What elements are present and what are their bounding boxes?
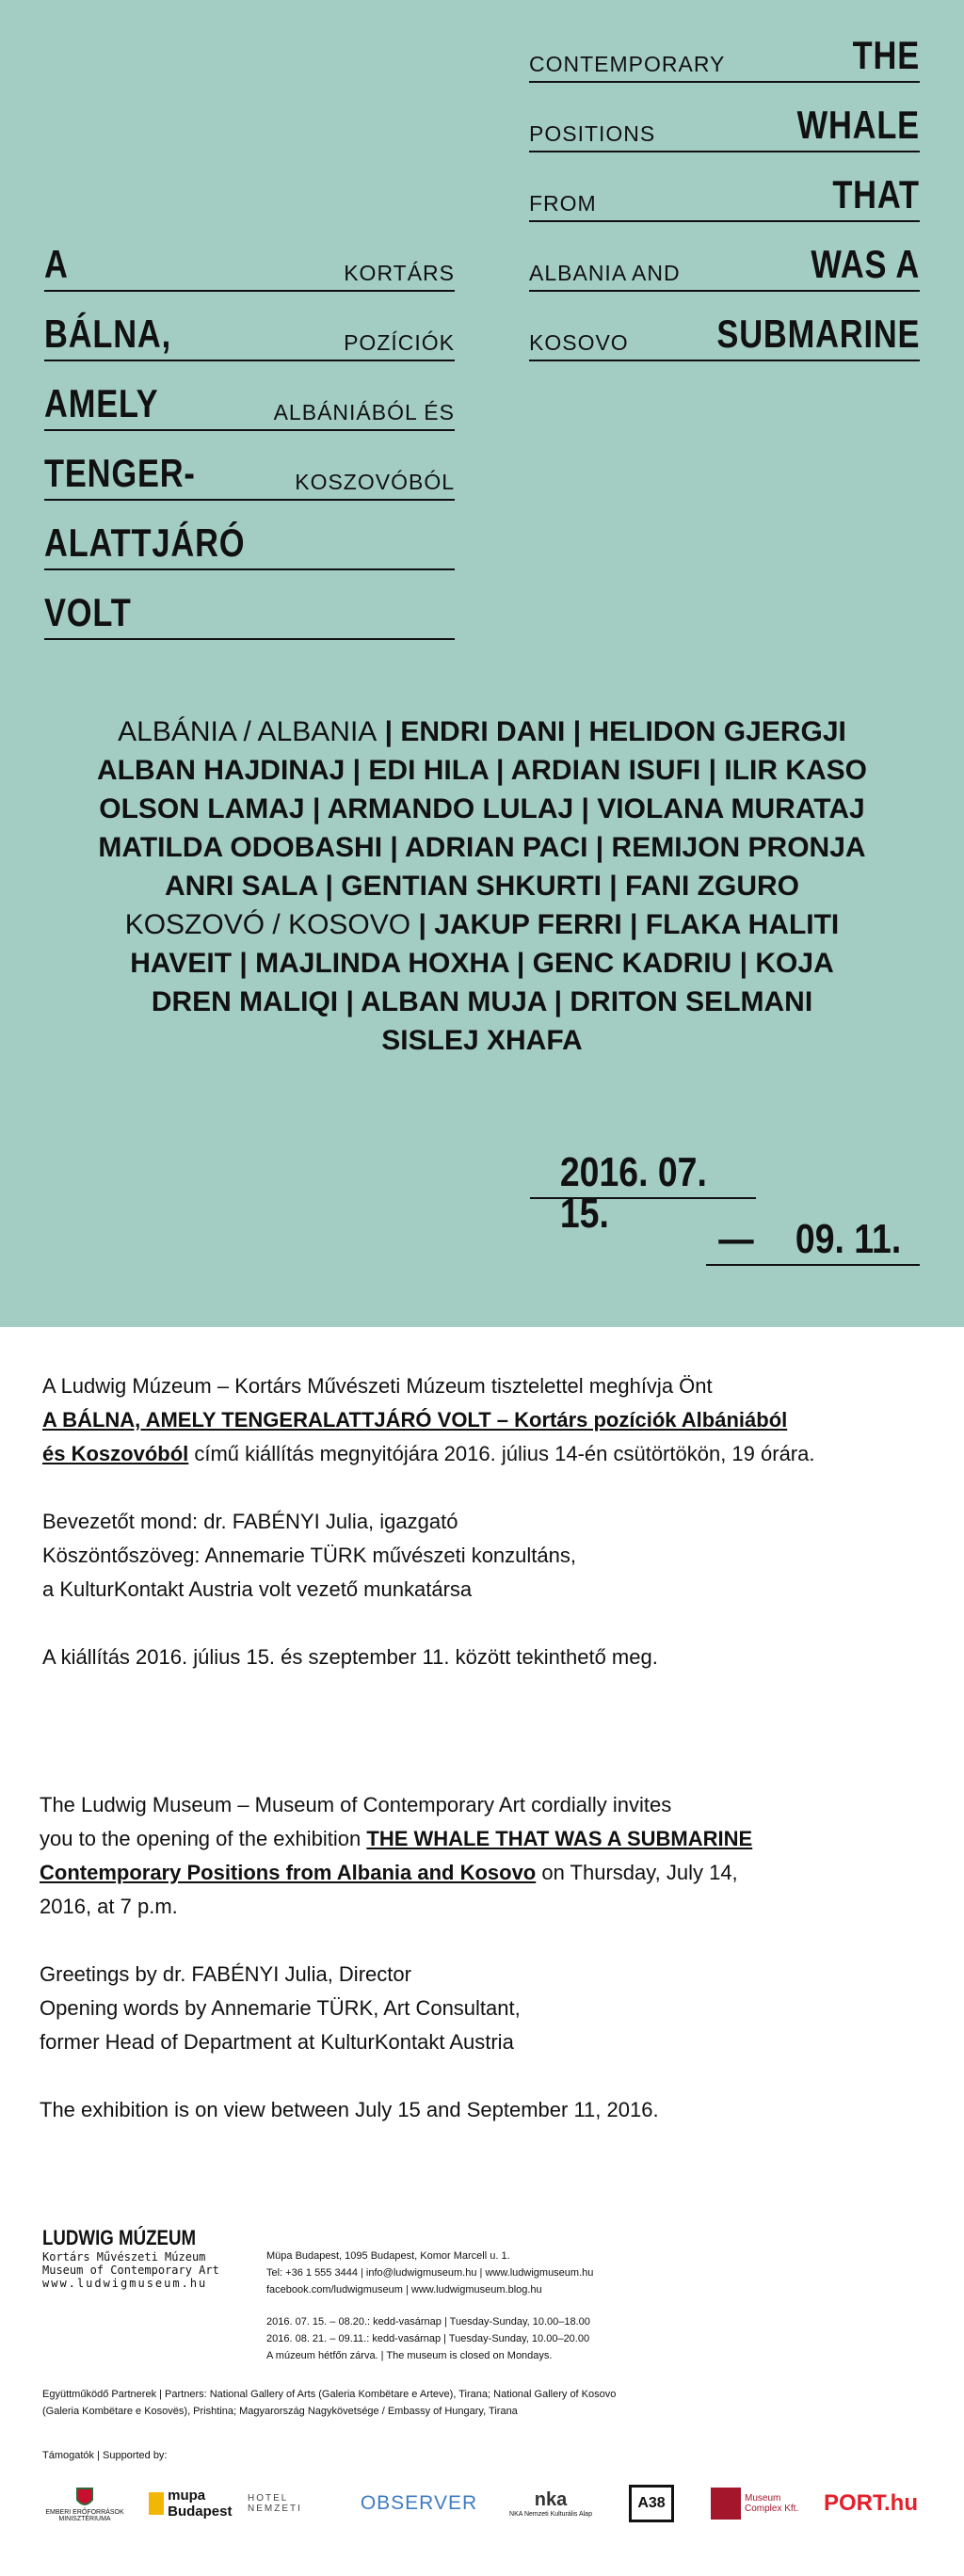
artist-line: ALBAN HAJDINAJ | EDI HILA | ARDIAN ISUFI | ILIR KASO <box>96 755 868 786</box>
artist-name: GENTIAN SHKURTI <box>341 871 602 902</box>
artist-name: REMIJON PRONJA <box>611 832 866 863</box>
artist-name: KOJA <box>755 948 834 979</box>
artist-name: ANRI SALA <box>164 871 318 902</box>
en-title-row: POSITIONS WHALE <box>529 98 920 152</box>
contact-info: Müpa Budapest, 1095 Budapest, Komor Marcell u. 1. Tel: +36 1 555 3444 | info@ludwigmuseum.hu | www.ludwigmuseum.hu facebook.com/ludwigmuseum | www.ludwigmuseum.blog.hu 2016. 07. 15. – 08.20.: kedd-vasárnap | Tuesday-Sunday, 10.00–18.00 2016. 08. 21. – 09.11.: kedd-vasárnap | Tuesday-Sunday, 10.00–20.00 A múzeum hétfőn zárva. | The museum is closed on Mondays. <box>266 2250 594 2361</box>
emmi-logo: EMBERI ERŐFORRÁSOK MINISZTÉRIUMA <box>38 2475 132 2532</box>
artist-name: GENC KADRIU <box>532 948 732 979</box>
museum-complex-logo: Museum Complex Kft. <box>704 2475 808 2532</box>
museum-logo: LUDWIG MÚZEUM Kortárs Művészeti Múzeum Museum of Contemporary Art www.ludwigmuseum.hu <box>42 2226 219 2290</box>
nka-logo: nka NKA Nemzeti Kulturális Alap <box>509 2489 592 2518</box>
artist-name: HAVEIT <box>130 948 233 979</box>
mupa-logo: mupa Budapest <box>149 2475 233 2532</box>
partners: Együttműködő Partnerek | Partners: National Gallery of Arts (Galeria Kombëtare e Arteve), Tirana; National Gallery of Kosovo (Galeria Kombëtare e Kosovës), Prishtina; Magyarország Nagykövetsége / Embassy of Hungary, Tirana <box>42 2389 617 2417</box>
hu-title-row: ALATTJÁRÓ <box>44 516 455 570</box>
hotel-nemzeti-logo: HOTEL NEMZETI <box>248 2493 302 2514</box>
artist-line: ANRI SALA | GENTIAN SHKURTI | FANI ZGURO <box>164 871 800 902</box>
artist-name: EDI HILA <box>368 755 489 786</box>
hu-title-row: AMELY ALBÁNIÁBÓL ÉS <box>44 376 455 431</box>
hu-title-row: VOLT <box>44 585 455 640</box>
artist-name: VIOLANA MURATAJ <box>597 793 865 824</box>
artist-line: DREN MALIQI | ALBAN MUJA | DRITON SELMANI <box>151 986 813 1017</box>
artist-name: ENDRI DANI <box>400 716 566 747</box>
artist-name: DRITON SELMANI <box>570 986 813 1017</box>
hu-title-row: TENGER- KOSZOVÓBÓL <box>44 446 455 501</box>
artist-name: MATILDA ODOBASHI <box>98 832 383 863</box>
artist-line: OLSON LAMAJ | ARMANDO LULAJ | VIOLANA MURATAJ <box>99 793 865 824</box>
observer-logo: OBSERVER <box>360 2492 478 2514</box>
date-end: — 09. 11. <box>706 1217 920 1266</box>
artist-line: KOSZOVÓ / KOSOVO | JAKUP FERRI | FLAKA HALITI <box>124 909 840 940</box>
artist-name: JAKUP FERRI <box>434 909 622 940</box>
en-title-row: ALBANIA AND WAS A <box>529 237 920 292</box>
en-title-row: KOSOVO SUBMARINE <box>529 307 920 361</box>
artist-name: ARMANDO LULAJ <box>327 793 574 824</box>
supported-by: Támogatók | Supported by: <box>42 2450 168 2461</box>
hu-invitation: A Ludwig Múzeum – Kortárs Művészeti Múzeum tisztelettel meghívja Önt A BÁLNA, AMELY TENGERALATTJÁRÓ VOLT – Kortárs pozíciók Albániából és Koszovóból című kiállítás megnyitójára 2016. július 14-én csütörtökön, 19 órára. Bevezetőt mond: dr. FABÉNYI Julia, igazgató Köszöntőszöveg: Annemarie TÜRK művészeti konzultáns, a KulturKontakt Austria volt vezető munkatársa A kiállítás 2016. július 15. és szeptember 11. között tekinthető meg. <box>42 1374 815 1669</box>
artist-name: OLSON LAMAJ <box>99 793 305 824</box>
artist-name: ALBÁNIA / ALBANIA <box>118 716 378 747</box>
hu-title-row: A KORTÁRS <box>44 237 455 292</box>
en-title-row: CONTEMPORARY THE <box>529 28 920 83</box>
coat-of-arms-icon <box>75 2485 94 2509</box>
artist-name: DREN MALIQI <box>151 986 339 1017</box>
artist-line: MATILDA ODOBASHI | ADRIAN PACI | REMIJON PRONJA <box>98 832 866 863</box>
artist-name: HELIDON GJERGJI <box>588 716 846 747</box>
a38-logo: A38 <box>623 2475 680 2532</box>
date-start: 2016. 07. 15. <box>530 1150 756 1199</box>
artist-name: SISLEJ XHAFA <box>381 1025 583 1056</box>
artist-line <box>47 1021 917 1060</box>
artist-name: KOSZOVÓ / KOSOVO <box>124 909 411 940</box>
artist-name: FANI ZGURO <box>625 871 800 902</box>
en-title-row: FROM THAT <box>529 168 920 222</box>
artist-name: MAJLINDA HOXHA <box>255 948 509 979</box>
artist-line: HAVEIT | MAJLINDA HOXHA | GENC KADRIU | KOJA <box>130 948 834 979</box>
artist-list <box>47 712 917 1060</box>
artist-name: FLAKA HALITI <box>645 909 840 940</box>
porthu-logo: PORT.hu <box>824 2490 918 2516</box>
artist-name: ILIR KASO <box>724 755 868 786</box>
artist-name: ALBAN HAJDINAJ <box>96 755 345 786</box>
artist-name: ALBAN MUJA <box>361 986 547 1017</box>
artist-name: ARDIAN ISUFI <box>510 755 701 786</box>
en-invitation: The Ludwig Museum – Museum of Contemporary Art cordially invites you to the opening of the exhibition THE WHALE THAT WAS A SUBMARINE Contemporary Positions from Albania and Kosovo on Thursday, July 14, 2016, at 7 p.m. Greetings by dr. FABÉNYI Julia, Director Opening words by Annemarie TÜRK, Art Consultant, former Head of Department at KulturKontakt Austria The exhibition is on view between July 15 and September 11, 2016. <box>40 1793 753 2121</box>
artist-line: ALBÁNIA / ALBANIA | ENDRI DANI | HELIDON GJERGJI <box>118 716 846 747</box>
artist-name: ADRIAN PACI <box>405 832 588 863</box>
hu-title-row: BÁLNA, POZÍCIÓK <box>44 307 455 361</box>
